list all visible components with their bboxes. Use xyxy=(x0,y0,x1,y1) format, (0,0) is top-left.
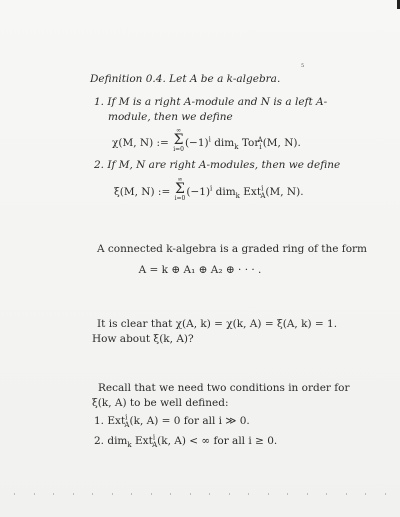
scan-dots xyxy=(14,493,386,497)
recall-line-2: ξ(k, A) to be well defined: xyxy=(92,397,229,409)
graded-formula: A = k ⊕ A₁ ⊕ A₂ ⊕ · · · . xyxy=(138,264,262,276)
graded-sentence: A connected k-algebra is a graded ring of the form xyxy=(97,243,367,255)
sum-symbol: ∞ Σ i=0 xyxy=(173,127,184,153)
definition-item-1-line-1: 1. If M is a right A-module and N is a left A- xyxy=(94,96,328,108)
sum-symbol: ∞ Σ i=0 xyxy=(174,176,186,202)
xi-lhs: ξ(M, N) := xyxy=(114,186,171,198)
recall-line-1: Recall that we need two conditions in order for xyxy=(98,382,350,394)
chi-formula: χ(M, N) := ∞ Σ i=0 $(-1)^i$ dim$_k$ Tor$_i^A$(M, N). xyxy=(112,127,301,153)
definition-item-1-line-2: module, then we define xyxy=(108,111,233,123)
chi-lhs: χ(M, N) := xyxy=(112,137,169,149)
definition-item-2: 2. If M, N are right A-modules, then we define xyxy=(94,159,341,171)
definition-heading: Definition 0.4. Let A be a k-algebra. xyxy=(90,73,281,85)
condition-2: 2. dim$_k$ Ext$^i_A$(k, A) < ∞ for all i ≥ 0. xyxy=(94,433,278,450)
condition-1: 1. Ext$^i_A$(k, A) = 0 for all i ≫ 0. xyxy=(94,413,250,430)
page-number: 5 xyxy=(301,63,305,69)
clear-line-1: It is clear that χ(A, k) = χ(k, A) = ξ(A, k) = 1. xyxy=(97,318,338,330)
xi-formula: ξ(M, N) := ∞ Σ i=0 $(-1)^i$ dim$_k$ Ext$^i_A$(M, N). xyxy=(114,176,304,202)
clear-line-2: How about ξ(k, A)? xyxy=(92,333,194,345)
